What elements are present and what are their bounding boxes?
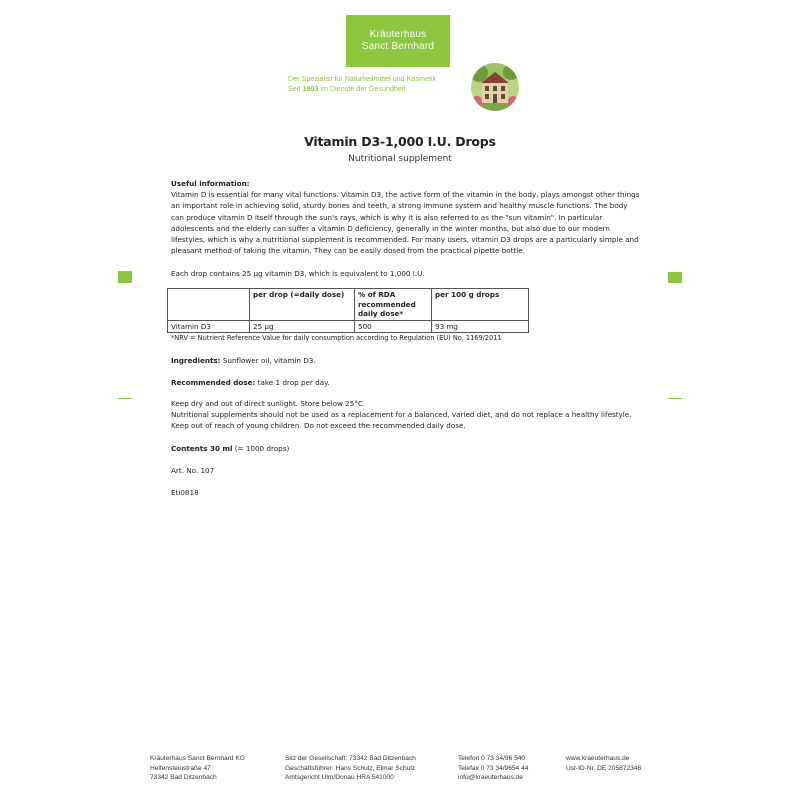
dose-text: take 1 drop per day. [255,378,330,387]
footer-line: 73342 Bad Ditzenbach [150,774,217,782]
table-header-cell: per 100 g drops [432,289,529,321]
footer-email[interactable]: info@kraeuterhaus.de [458,774,523,782]
ingredients-label: Ingredients: [171,356,221,365]
storage-line: Nutritional supplements should not be used as a replacement for a balanced, varied diet, and do not replace a healthy lifestyle. [171,410,632,420]
footer-line: Helfensteinstraße 47 [150,764,211,772]
table-header-row [168,289,529,321]
ingredients-text: Sunflower oil, vitamin D3. [220,356,316,365]
footer-line: Amtsgericht Ulm/Donau HRA 541000 [285,774,394,782]
fold-mark-right [668,272,682,283]
dose-label: Recommended dose: [171,378,256,387]
logo-line1: Kräuterhaus [369,29,427,40]
info-section [171,178,641,256]
contents-text: (= 1000 drops) [232,444,290,453]
footer-line: Telefax 0 73 34/9654 44 [458,764,529,772]
tagline-year: 1903 [302,84,319,93]
table-footnote: *NRV = Nutrient Reference Value for daily consumption according to Regulation (EU) No. 1169/2011 [171,334,502,342]
footer-contact [458,754,528,783]
footer-legal [285,754,416,783]
recommended-dose [171,377,641,388]
storage-notes [171,398,651,432]
fold-mark-right-lower [668,398,682,399]
table-row [168,320,529,333]
info-heading: Useful information: [171,179,250,188]
footer-line: Telefon 0 73 34/96 540 [458,755,526,762]
footer-line: Sitz der Gesellschaft: 73342 Bad Ditzenbach [285,755,416,762]
product-subtitle: Nutritional supplement [348,154,452,164]
footer-line: Ust-ID-Nr. DE 205872348 [566,764,642,772]
tagline-line1: Der Spezialist für Naturheilmittel und Kosmetik [288,74,437,83]
product-title: Vitamin D3-1,000 I.U. Drops [304,134,496,149]
tagline-line2: Seit 1903 im Dienste der Gesundheit [288,84,406,93]
fold-mark-left-line [118,271,132,272]
footer-website-link[interactable]: www.kraeuterhaus.de [566,755,630,762]
table-cell: 93 mg [432,320,529,333]
logo-line2: Sanct Bernhard [361,41,435,52]
nutrition-table [167,288,529,333]
table-cell: 500 [355,320,432,333]
house-photo-icon [471,63,519,111]
table-header-cell: per drop (=daily dose) [250,289,355,321]
article-number: Art. No. 107 [171,466,215,475]
table-header-cell: % of RDA recommended daily dose* [355,289,432,321]
table-header-cell [168,289,250,321]
contents [171,443,641,454]
storage-line: Keep out of reach of young children. Do not exceed the recommended daily dose. [171,421,466,431]
table-cell: Vitamin D3 [168,320,250,333]
footer-line: Kräuterhaus Sanct Bernhard KG [150,755,245,762]
contents-label: Contents 30 ml [171,444,233,453]
ingredients [171,355,641,366]
fold-mark-left-lower [118,398,132,399]
info-text: Vitamin D is essential for many vital functions. Vitamin D3, the active form of the vitamin in the body, plays amongst other things an important role in achieving solid, sturdy bones and teeth, a strong immune system and healthy muscle functions. The body can produce vitamin D itself through the sun's rays, which is why it is also referred to as the "sun vitamin". In particular adolescents and the elderly can suffer a vitamin D deficiency, generally in the winter months, but also due to our modern lifestyles, which is why a nutritional supplement is recommended. For many users, vitamin D3 drops are a particularly simple and pleasant method of taking the vitamin. They can be easily dosed from the practical pipette bottle. [171,190,640,256]
footer-web [566,754,641,773]
footer-company [150,754,245,783]
eti-code: Eti0818 [171,488,199,497]
tagline [288,74,468,94]
table-cell: 25 µg [250,320,355,333]
footer-line: Geschäftsführer: Hans Schulz, Elmar Schulz [285,764,416,772]
drop-note: Each drop contains 25 µg vitamin D3, which is equivalent to 1,000 I.U. [171,269,425,278]
storage-line: Keep dry and out of direct sunlight. Store below 25°C. [171,399,366,408]
fold-mark-left [118,272,132,283]
brand-logo [346,15,450,67]
